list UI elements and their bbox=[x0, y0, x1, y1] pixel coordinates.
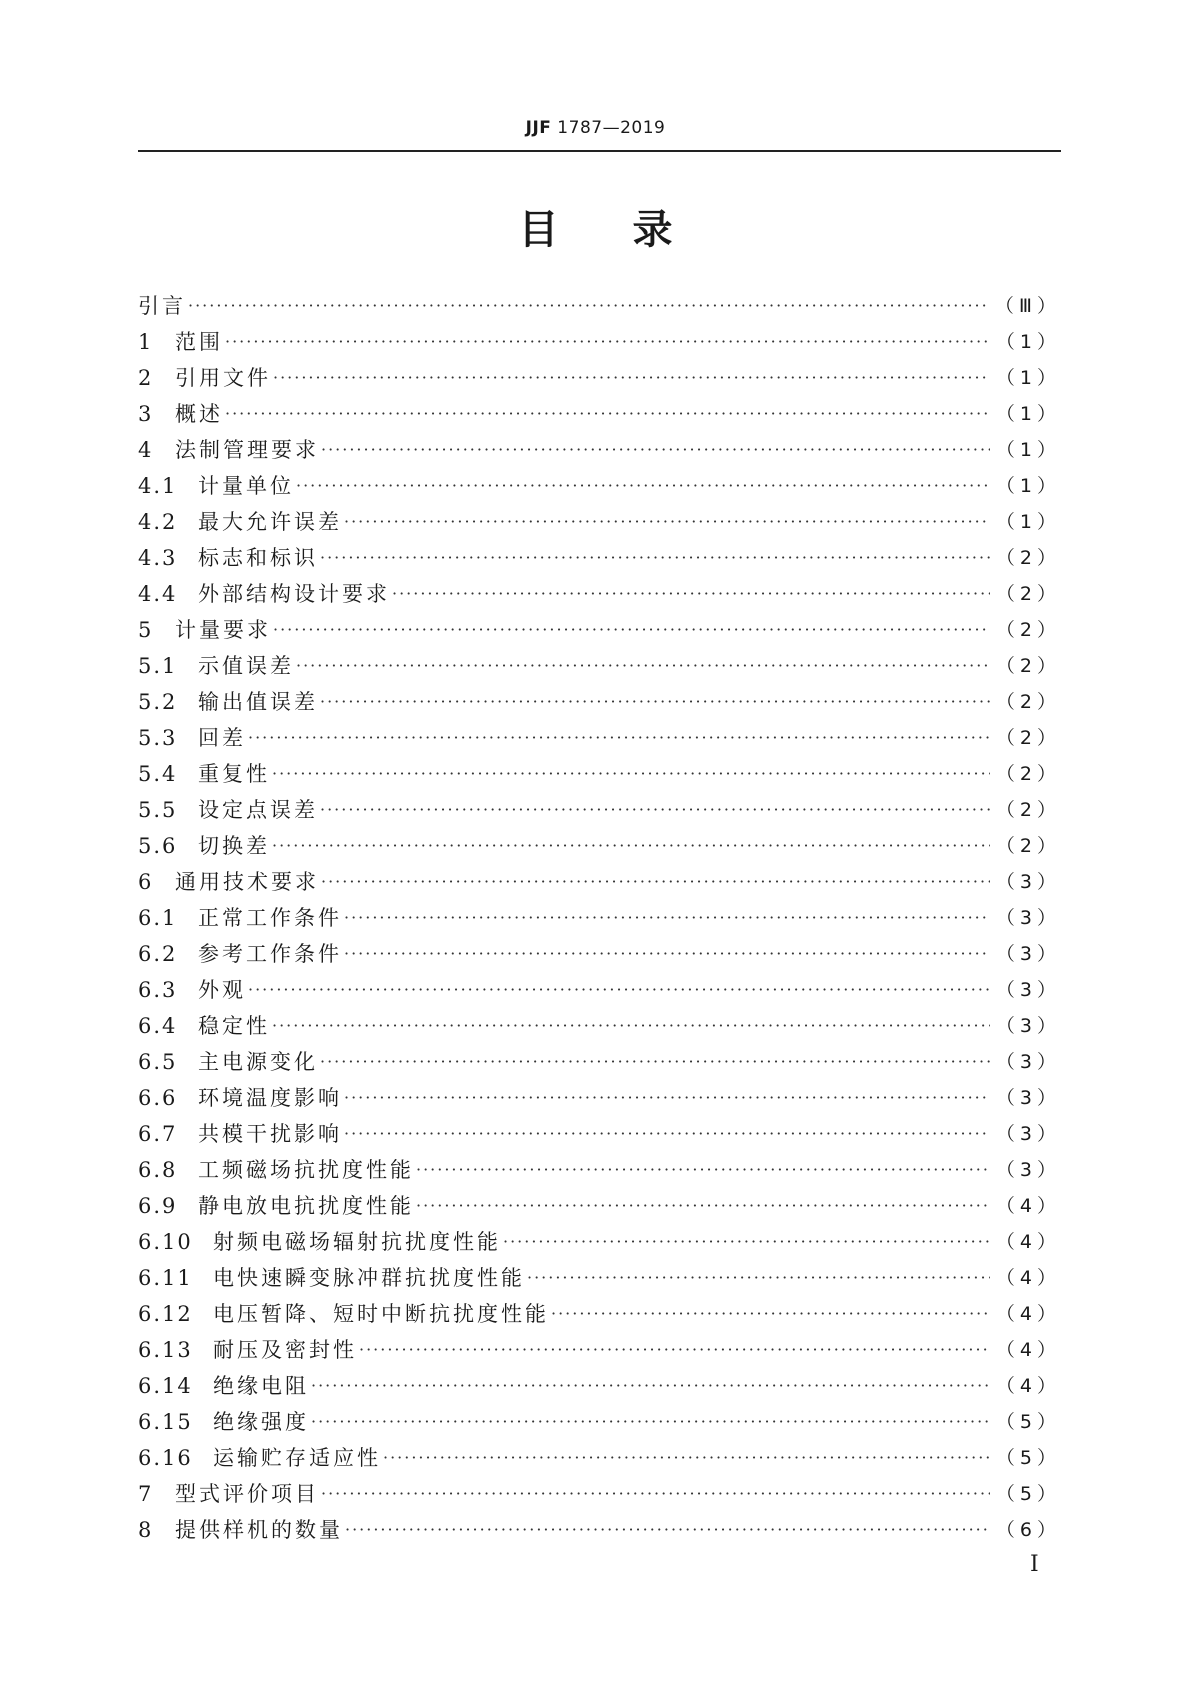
toc-entry-title: 外观 bbox=[198, 978, 246, 1002]
toc-entry-page: （2） bbox=[995, 655, 1061, 677]
toc-entry-number: 4.2 bbox=[138, 510, 178, 534]
toc-entry[interactable] bbox=[138, 540, 1061, 576]
toc-entry-page: （1） bbox=[995, 367, 1061, 389]
toc-entry-page: （2） bbox=[995, 691, 1061, 713]
toc-entry[interactable] bbox=[138, 1116, 1061, 1152]
toc-entry-number: 6.6 bbox=[138, 1086, 178, 1110]
title-char-2: 录 bbox=[632, 207, 673, 253]
page-number: Ⅰ bbox=[1030, 1552, 1039, 1577]
toc-entry-number: 6.9 bbox=[138, 1194, 178, 1218]
toc-leader-dots bbox=[344, 1080, 990, 1116]
toc-leader-dots bbox=[344, 936, 990, 972]
toc-entry[interactable] bbox=[138, 324, 1061, 360]
toc-leader-dots bbox=[273, 360, 990, 396]
toc-entry[interactable] bbox=[138, 972, 1061, 1008]
toc-leader-dots bbox=[416, 1152, 990, 1188]
toc-entry-page: （2） bbox=[995, 619, 1061, 641]
toc-entry-number: 6.11 bbox=[138, 1266, 193, 1290]
toc-entry-title: 输出值误差 bbox=[198, 690, 318, 714]
toc-entry[interactable] bbox=[138, 648, 1061, 684]
toc-entry-title: 电压暂降、短时中断抗扰度性能 bbox=[213, 1302, 549, 1326]
toc-leader-dots bbox=[503, 1224, 990, 1260]
toc-entry[interactable] bbox=[138, 432, 1061, 468]
toc-leader-dots bbox=[345, 1512, 990, 1548]
toc-entry-page: （2） bbox=[995, 835, 1061, 857]
toc-entry-title: 参考工作条件 bbox=[198, 942, 342, 966]
toc-leader-dots bbox=[273, 612, 990, 648]
toc-entry-title: 概述 bbox=[175, 402, 223, 426]
toc-entry-title: 计量单位 bbox=[198, 474, 294, 498]
title-char-1: 目 bbox=[518, 207, 559, 253]
toc-entry[interactable] bbox=[138, 1512, 1061, 1548]
toc-leader-dots bbox=[320, 792, 990, 828]
toc-entry[interactable] bbox=[138, 1224, 1061, 1260]
toc-entry-page: （3） bbox=[995, 1123, 1061, 1145]
toc-entry-number: 6.1 bbox=[138, 906, 178, 930]
toc-leader-dots bbox=[225, 396, 990, 432]
toc-entry-page: （2） bbox=[995, 727, 1061, 749]
toc-leader-dots bbox=[296, 468, 990, 504]
toc-leader-dots bbox=[321, 432, 990, 468]
toc-entry[interactable] bbox=[138, 1260, 1061, 1296]
toc-entry[interactable] bbox=[138, 828, 1061, 864]
toc-leader-dots bbox=[527, 1260, 990, 1296]
toc-entry-number: 6.13 bbox=[138, 1338, 193, 1362]
toc-entry-title: 切换差 bbox=[198, 834, 270, 858]
toc-entry-title: 型式评价项目 bbox=[175, 1482, 319, 1506]
toc-entry-page: （4） bbox=[995, 1231, 1061, 1253]
toc-leader-dots bbox=[344, 504, 990, 540]
toc-entry-title: 回差 bbox=[198, 726, 246, 750]
toc-entry-number: 3 bbox=[138, 402, 154, 426]
toc-entry-page: （3） bbox=[995, 943, 1061, 965]
toc-entry-title: 环境温度影响 bbox=[198, 1086, 342, 1110]
toc-entry[interactable] bbox=[138, 792, 1061, 828]
toc-leader-dots bbox=[320, 1044, 990, 1080]
toc-leader-dots bbox=[272, 1008, 990, 1044]
toc-entry-title: 通用技术要求 bbox=[175, 870, 319, 894]
toc-entry[interactable] bbox=[138, 612, 1061, 648]
toc-leader-dots bbox=[416, 1188, 990, 1224]
toc-leader-dots bbox=[311, 1368, 990, 1404]
toc-entry-page: （3） bbox=[995, 1087, 1061, 1109]
toc-entry-title: 范围 bbox=[175, 330, 223, 354]
toc-entry-page: （2） bbox=[995, 547, 1061, 569]
toc-entry-title: 正常工作条件 bbox=[198, 906, 342, 930]
toc-entry-title: 运输贮存适应性 bbox=[213, 1446, 381, 1470]
toc-entry-number: 5.6 bbox=[138, 834, 178, 858]
toc-entry-title: 稳定性 bbox=[198, 1014, 270, 1038]
toc-entry-page: （5） bbox=[995, 1483, 1061, 1505]
toc-entry[interactable] bbox=[138, 504, 1061, 540]
toc-entry-title: 示值误差 bbox=[198, 654, 294, 678]
toc-entry-title: 重复性 bbox=[198, 762, 270, 786]
toc-leader-dots bbox=[248, 720, 990, 756]
toc-entry-number: 5.5 bbox=[138, 798, 178, 822]
toc-leader-dots bbox=[248, 972, 990, 1008]
toc-entry-title: 绝缘强度 bbox=[213, 1410, 309, 1434]
toc-leader-dots bbox=[311, 1404, 990, 1440]
toc-entry-number: 5.1 bbox=[138, 654, 178, 678]
toc-entry-title: 设定点误差 bbox=[198, 798, 318, 822]
toc-entry[interactable] bbox=[138, 1440, 1061, 1476]
toc-leader-dots bbox=[272, 828, 990, 864]
toc-entry-page: （1） bbox=[995, 475, 1061, 497]
toc-entry-page: （3） bbox=[995, 907, 1061, 929]
toc-entry[interactable] bbox=[138, 576, 1061, 612]
toc-entry-number: 6.10 bbox=[138, 1230, 193, 1254]
toc-entry-title: 主电源变化 bbox=[198, 1050, 318, 1074]
toc-entry-title: 共模干扰影响 bbox=[198, 1122, 342, 1146]
toc-entry[interactable] bbox=[138, 1332, 1061, 1368]
toc-entry-page: （6） bbox=[995, 1519, 1061, 1541]
toc-entry-number: 4.3 bbox=[138, 546, 178, 570]
toc-entry-number: 6.2 bbox=[138, 942, 178, 966]
toc-entry-page: （4） bbox=[995, 1375, 1061, 1397]
toc-leader-dots bbox=[392, 576, 990, 612]
toc-entry-number: 7 bbox=[138, 1482, 154, 1506]
toc-entry-page: （4） bbox=[995, 1267, 1061, 1289]
toc-leader-dots bbox=[188, 288, 989, 324]
toc-entry[interactable] bbox=[138, 1404, 1061, 1440]
toc-leader-dots bbox=[225, 324, 990, 360]
toc-entry-title: 最大允许误差 bbox=[198, 510, 342, 534]
toc-entry-number: 6.5 bbox=[138, 1050, 178, 1074]
toc-entry-number: 6.12 bbox=[138, 1302, 193, 1326]
document-header bbox=[0, 118, 1191, 138]
toc-entry-number: 6.7 bbox=[138, 1122, 178, 1146]
toc-entry-title: 静电放电抗扰度性能 bbox=[198, 1194, 414, 1218]
toc-entry[interactable] bbox=[138, 1476, 1061, 1512]
toc-entry-title: 计量要求 bbox=[175, 618, 271, 642]
toc-entry-page: （1） bbox=[995, 403, 1061, 425]
toc-entry-number: 8 bbox=[138, 1518, 154, 1542]
toc-entry-title: 法制管理要求 bbox=[175, 438, 319, 462]
toc-entry-page: （1） bbox=[995, 511, 1061, 533]
toc-entry[interactable] bbox=[138, 936, 1061, 972]
toc-entry-page: （3） bbox=[995, 1159, 1061, 1181]
toc-entry-title: 射频电磁场辐射抗扰度性能 bbox=[213, 1230, 501, 1254]
toc-leader-dots bbox=[383, 1440, 990, 1476]
toc-entry[interactable] bbox=[138, 1008, 1061, 1044]
toc-entry[interactable] bbox=[138, 1080, 1061, 1116]
toc-leader-dots bbox=[320, 540, 990, 576]
header-rule bbox=[138, 150, 1061, 152]
toc-entry-title: 引言 bbox=[138, 294, 186, 318]
toc-entry[interactable] bbox=[138, 396, 1061, 432]
toc-entry[interactable] bbox=[138, 684, 1061, 720]
toc-entry[interactable] bbox=[138, 1152, 1061, 1188]
toc-entry[interactable] bbox=[138, 468, 1061, 504]
toc-entry[interactable] bbox=[138, 1188, 1061, 1224]
toc-entry-number: 5.4 bbox=[138, 762, 178, 786]
toc-entry-page: （Ⅲ） bbox=[994, 295, 1061, 317]
toc-entry[interactable] bbox=[138, 900, 1061, 936]
toc-entry-number: 6.16 bbox=[138, 1446, 193, 1470]
toc-entry-number: 5.2 bbox=[138, 690, 178, 714]
toc-entry-number: 6.3 bbox=[138, 978, 178, 1002]
toc-leader-dots bbox=[359, 1332, 990, 1368]
toc-leader-dots bbox=[321, 864, 990, 900]
toc-entry-title: 工频磁场抗扰度性能 bbox=[198, 1158, 414, 1182]
toc-entry[interactable] bbox=[138, 288, 1061, 324]
toc-entry[interactable] bbox=[138, 360, 1061, 396]
toc-entry-page: （1） bbox=[995, 331, 1061, 353]
toc-entry-title: 提供样机的数量 bbox=[175, 1518, 343, 1542]
toc-entry[interactable] bbox=[138, 756, 1061, 792]
table-of-contents bbox=[138, 288, 1061, 1548]
toc-entry-number: 2 bbox=[138, 366, 154, 390]
toc-leader-dots bbox=[320, 684, 990, 720]
toc-entry-page: （2） bbox=[995, 799, 1061, 821]
toc-entry-number: 6.14 bbox=[138, 1374, 193, 1398]
toc-leader-dots bbox=[344, 1116, 990, 1152]
standard-code: JJF bbox=[525, 118, 552, 138]
toc-entry-page: （4） bbox=[995, 1339, 1061, 1361]
toc-leader-dots bbox=[321, 1476, 990, 1512]
toc-entry[interactable] bbox=[138, 1368, 1061, 1404]
toc-entry-number: 6.8 bbox=[138, 1158, 178, 1182]
toc-entry-number: 4.4 bbox=[138, 582, 178, 606]
toc-entry-page: （4） bbox=[995, 1195, 1061, 1217]
toc-entry-number: 4 bbox=[138, 438, 154, 462]
toc-leader-dots bbox=[344, 900, 990, 936]
toc-entry-number: 5.3 bbox=[138, 726, 178, 750]
standard-number: 1787—2019 bbox=[551, 118, 666, 138]
toc-entry-title: 耐压及密封性 bbox=[213, 1338, 357, 1362]
toc-entry[interactable] bbox=[138, 1296, 1061, 1332]
toc-entry-number: 5 bbox=[138, 618, 154, 642]
toc-entry-number: 6.4 bbox=[138, 1014, 178, 1038]
toc-entry-number: 6 bbox=[138, 870, 154, 894]
toc-entry-page: （2） bbox=[995, 763, 1061, 785]
toc-entry-number: 4.1 bbox=[138, 474, 178, 498]
toc-entry-title: 引用文件 bbox=[175, 366, 271, 390]
toc-entry-page: （5） bbox=[995, 1411, 1061, 1433]
toc-entry-title: 标志和标识 bbox=[198, 546, 318, 570]
toc-entry-title: 外部结构设计要求 bbox=[198, 582, 390, 606]
toc-entry-page: （3） bbox=[995, 871, 1061, 893]
toc-entry-number: 6.15 bbox=[138, 1410, 193, 1434]
toc-entry-page: （3） bbox=[995, 979, 1061, 1001]
toc-entry-title: 电快速瞬变脉冲群抗扰度性能 bbox=[213, 1266, 525, 1290]
toc-entry[interactable] bbox=[138, 720, 1061, 756]
toc-entry-page: （2） bbox=[995, 583, 1061, 605]
toc-leader-dots bbox=[551, 1296, 990, 1332]
toc-entry[interactable] bbox=[138, 1044, 1061, 1080]
toc-entry[interactable] bbox=[138, 864, 1061, 900]
toc-entry-title: 绝缘电阻 bbox=[213, 1374, 309, 1398]
page-title bbox=[0, 198, 1191, 255]
toc-entry-page: （5） bbox=[995, 1447, 1061, 1469]
toc-leader-dots bbox=[272, 756, 990, 792]
toc-entry-page: （3） bbox=[995, 1051, 1061, 1073]
toc-entry-number: 1 bbox=[138, 330, 154, 354]
toc-entry-page: （4） bbox=[995, 1303, 1061, 1325]
toc-entry-page: （1） bbox=[995, 439, 1061, 461]
toc-entry-page: （3） bbox=[995, 1015, 1061, 1037]
toc-leader-dots bbox=[296, 648, 990, 684]
